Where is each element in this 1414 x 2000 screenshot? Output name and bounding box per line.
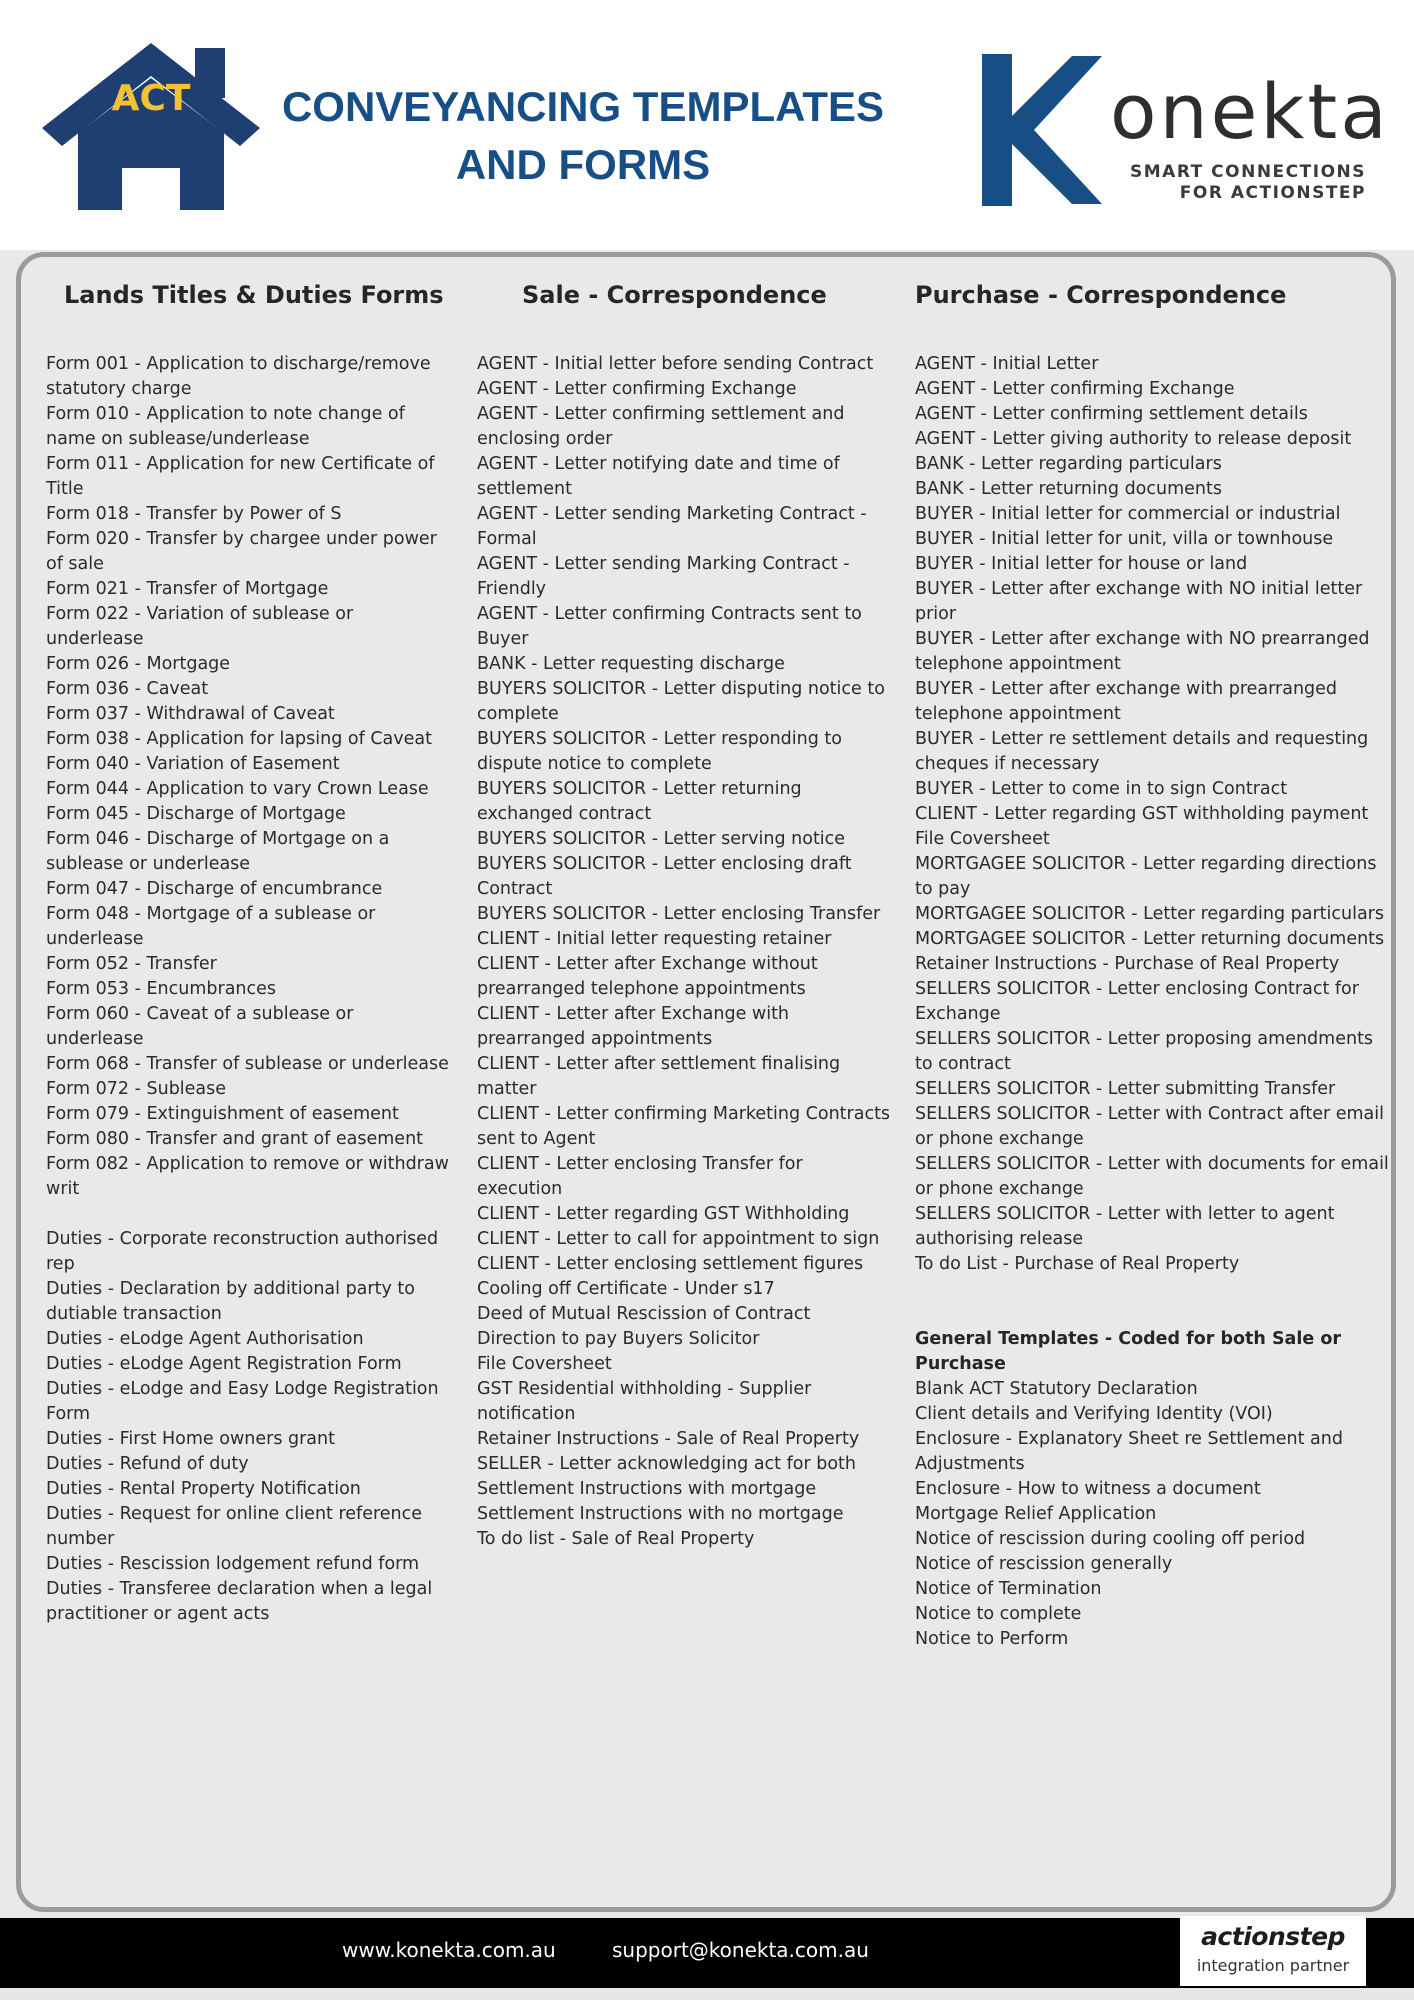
list-item: BUYER - Letter to come in to sign Contract [915,779,1288,799]
list-item: Duties - Declaration by additional party to dutiable transaction [46,1279,415,1324]
list-item: Mortgage Relief Application [915,1504,1157,1524]
list-item: BUYER - Letter after exchange with NO prearranged telephone appointment [915,629,1370,674]
list-item: Form 060 - Caveat of a sublease or underlease [46,1004,354,1049]
list-item: GST Residential withholding - Supplier notification [477,1379,812,1424]
list-item: MORTGAGEE SOLICITOR - Letter regarding particulars [915,904,1384,924]
list-item: BANK - Letter requesting discharge [477,654,785,674]
list-item: Duties - eLodge Agent Authorisation [46,1329,364,1349]
list-item: BUYERS SOLICITOR - Letter enclosing Transfer [477,904,881,924]
list-item: Retainer Instructions - Purchase of Real Property [915,954,1340,974]
list-item: SELLERS SOLICITOR - Letter proposing amendments to contract [915,1029,1374,1074]
list-item: Notice of rescission generally [915,1554,1173,1574]
list-item: BANK - Letter regarding particulars [915,454,1222,474]
list-item: CLIENT - Letter after settlement finalising matter [477,1054,841,1099]
list-item: SELLERS SOLICITOR - Letter with letter to agent authorising release [915,1204,1335,1249]
list-item: Form 037 - Withdrawal of Caveat [46,704,335,724]
list-item: Form 068 - Transfer of sublease or underlease [46,1054,449,1074]
list-item: Form 038 - Application for lapsing of Caveat [46,729,432,749]
sale-correspondence-heading: Sale - Correspondence [522,281,827,309]
list-item: Form 080 - Transfer and grant of easement [46,1129,424,1149]
purchase-correspondence-column [915,280,1393,1652]
act-house-logo [40,38,262,213]
list-item: Form 021 - Transfer of Mortgage [46,579,329,599]
list-item: SELLERS SOLICITOR - Letter with documents for email or phone exchange [915,1154,1389,1199]
list-item: BUYER - Initial letter for house or land [915,554,1248,574]
brand-tagline-line-1: SMART CONNECTIONS [1130,162,1366,182]
list-item: Form 052 - Transfer [46,954,217,974]
list-item: Form 082 - Application to remove or withdraw writ [46,1154,449,1199]
duties-forms-list [46,1227,456,1627]
list-item: MORTGAGEE SOLICITOR - Letter returning documents [915,929,1385,949]
list-item: Notice to complete [915,1604,1082,1624]
support-email-link[interactable]: support@konekta.com.au [612,1938,869,1962]
list-item: BUYER - Letter re settlement details and requesting cheques if necessary [915,729,1369,774]
lands-titles-column [46,280,456,1627]
list-item: BUYER - Initial letter for commercial or industrial [915,504,1341,524]
list-item: Duties - Corporate reconstruction authorised rep [46,1229,439,1274]
list-item: Duties - Refund of duty [46,1454,249,1474]
list-item: CLIENT - Letter regarding GST Withholding [477,1204,850,1224]
list-item: Deed of Mutual Rescission of Contract [477,1304,811,1324]
list-item: BUYERS SOLICITOR - Letter serving notice [477,829,846,849]
list-item: Notice of rescission during cooling off period [915,1529,1306,1549]
list-item: Form 048 - Mortgage of a sublease or underlease [46,904,376,949]
page-header [0,0,1414,250]
list-item: BUYERS SOLICITOR - Letter disputing notice to complete [477,679,885,724]
list-item: AGENT - Initial letter before sending Contract [477,354,874,374]
list-item: CLIENT - Initial letter requesting retainer [477,929,832,949]
lands-forms-list [46,352,456,1202]
list-item: Settlement Instructions with mortgage [477,1479,817,1499]
list-item: CLIENT - Letter enclosing Transfer for execution [477,1154,803,1199]
sale-correspondence-column [477,280,892,1552]
list-item: File Coversheet [915,829,1050,849]
list-item: Form 001 - Application to discharge/remove statutory charge [46,354,431,399]
brand-tagline [1130,162,1366,204]
list-item: Form 045 - Discharge of Mortgage [46,804,346,824]
list-item: AGENT - Initial Letter [915,354,1099,374]
title-line-1: CONVEYANCING TEMPLATES [281,83,885,130]
house-logo-text: ACT [111,78,191,119]
list-item: Duties - Rental Property Notification [46,1479,361,1499]
purchase-correspondence-heading: Purchase - Correspondence [915,281,1287,309]
bottom-strip [0,1988,1414,2000]
list-item: AGENT - Letter sending Marking Contract - Friendly [477,554,850,599]
list-item: SELLERS SOLICITOR - Letter submitting Transfer [915,1079,1336,1099]
title-line-2: AND FORMS [455,141,711,188]
list-item: SELLERS SOLICITOR - Letter with Contract after email or phone exchange [915,1104,1385,1149]
list-item: CLIENT - Letter after Exchange without prearranged telephone appointments [477,954,818,999]
list-item: Form 079 - Extinguishment of easement [46,1104,399,1124]
list-item: BANK - Letter returning documents [915,479,1222,499]
list-item: Form 026 - Mortgage [46,654,231,674]
list-item: Form 018 - Transfer by Power of S [46,504,342,524]
list-item: Form 010 - Application to note change of name on sublease/underlease [46,404,405,449]
page-title [268,78,898,194]
list-item: BUYERS SOLICITOR - Letter responding to dispute notice to complete [477,729,842,774]
list-item: SELLERS SOLICITOR - Letter enclosing Contract for Exchange [915,979,1359,1024]
list-item: AGENT - Letter confirming Exchange [915,379,1235,399]
list-item: Duties - Rescission lodgement refund form [46,1554,420,1574]
lands-titles-heading: Lands Titles & Duties Forms [64,281,444,309]
list-item: Duties - Transferee declaration when a legal practitioner or agent acts [46,1579,433,1624]
list-item: Form 036 - Caveat [46,679,209,699]
list-item: AGENT - Letter confirming settlement details [915,404,1308,424]
list-item: AGENT - Letter confirming Contracts sent to Buyer [477,604,862,649]
list-item: To do list - Sale of Real Property [477,1529,755,1549]
list-item: Enclosure - Explanatory Sheet re Settlement and Adjustments [915,1429,1343,1474]
list-item: Client details and Verifying Identity (VOI) [915,1404,1273,1424]
list-item: BUYER - Letter after exchange with prearranged telephone appointment [915,679,1338,724]
list-item: Retainer Instructions - Sale of Real Property [477,1429,860,1449]
konekta-logo [978,50,1388,210]
list-item: Cooling off Certificate - Under s17 [477,1279,775,1299]
actionstep-partner-badge [1180,1916,1366,1986]
list-item: BUYER - Letter after exchange with NO initial letter prior [915,579,1363,624]
list-item: BUYERS SOLICITOR - Letter returning exchanged contract [477,779,802,824]
brand-name: onekta [1110,67,1390,156]
list-item: Duties - eLodge Agent Registration Form [46,1354,402,1374]
list-spacer [46,1202,456,1227]
list-item: SELLER - Letter acknowledging act for both [477,1454,857,1474]
list-item: File Coversheet [477,1354,612,1374]
brand-tagline-line-2: FOR ACTIONSTEP [1179,183,1366,203]
list-item: Direction to pay Buyers Solicitor [477,1329,760,1349]
integration-partner-label: integration partner [1196,1956,1350,1975]
list-item: Form 011 - Application for new Certificate of Title [46,454,435,499]
list-item: CLIENT - Letter regarding GST withholding payment [915,804,1369,824]
list-item: Blank ACT Statutory Declaration [915,1379,1198,1399]
list-item: Duties - Request for online client reference number [46,1504,423,1549]
konekta-k-icon [982,54,1104,206]
list-item: AGENT - Letter confirming settlement and enclosing order [477,404,845,449]
list-item: Notice of Termination [915,1579,1102,1599]
list-item: Form 022 - Variation of sublease or underlease [46,604,354,649]
list-item: Form 046 - Discharge of Mortgage on a sublease or underlease [46,829,390,874]
list-item: Form 072 - Sublease [46,1079,227,1099]
list-item: To do List - Purchase of Real Property [915,1254,1240,1274]
list-item: Settlement Instructions with no mortgage [477,1504,844,1524]
list-item: Duties - First Home owners grant [46,1429,335,1449]
list-item: BUYER - Initial letter for unit, villa or townhouse [915,529,1334,549]
list-item: Form 020 - Transfer by chargee under power of sale [46,529,437,574]
list-item: Form 047 - Discharge of encumbrance [46,879,383,899]
list-item: AGENT - Letter giving authority to release deposit [915,429,1352,449]
list-item: Form 053 - Encumbrances [46,979,277,999]
list-item: Duties - eLodge and Easy Lodge Registration Form [46,1379,439,1424]
list-item: Notice to Perform [915,1629,1069,1649]
actionstep-logo-text: actionstep [1201,1922,1345,1951]
list-item: AGENT - Letter sending Marketing Contract - Formal [477,504,867,549]
list-item: AGENT - Letter notifying date and time of settlement [477,454,840,499]
sale-correspondence-list [477,352,892,1552]
list-item: Form 040 - Variation of Easement [46,754,340,774]
list-item: Form 044 - Application to vary Crown Lease [46,779,429,799]
website-link[interactable]: www.konekta.com.au [342,1938,556,1962]
list-item: CLIENT - Letter to call for appointment to sign [477,1229,880,1249]
list-item: MORTGAGEE SOLICITOR - Letter regarding directions to pay [915,854,1377,899]
general-templates-heading: General Templates - Coded for both Sale or Purchase [915,1329,1341,1374]
list-item: CLIENT - Letter confirming Marketing Contracts sent to Agent [477,1104,891,1149]
list-item: Enclosure - How to witness a document [915,1479,1261,1499]
list-item: BUYERS SOLICITOR - Letter enclosing draft Contract [477,854,852,899]
general-templates-list [915,1377,1393,1652]
list-item: CLIENT - Letter after Exchange with prearranged appointments [477,1004,790,1049]
list-item: CLIENT - Letter enclosing settlement figures [477,1254,864,1274]
purchase-correspondence-list [915,352,1393,1277]
list-item: AGENT - Letter confirming Exchange [477,379,797,399]
